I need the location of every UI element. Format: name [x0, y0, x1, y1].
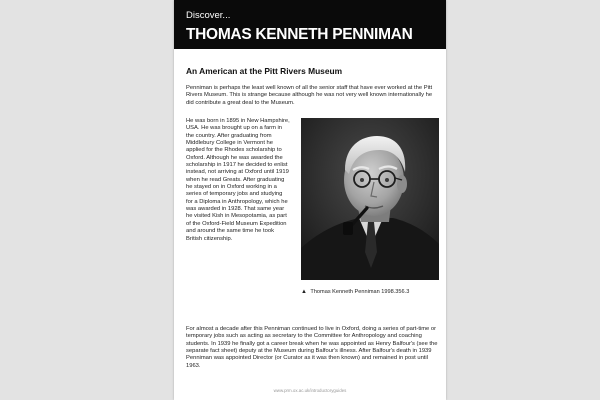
intro-paragraph: Penniman is perhaps the least well known of all the senior staff that have ever worked at the Pitt Rivers Museum. This is strange because although he was not very well known internationally he did contribute a great deal to the Museum. — [186, 85, 433, 106]
caption-text: Thomas Kenneth Penniman 1998.356.3 — [310, 289, 410, 295]
document-page — [174, 0, 446, 400]
career-paragraph: For almost a decade after this Penniman continued to live in Oxford, doing a series of part-time or temporary jobs such as acting as secretary to the Committee for Anthropology and coaching students. In 1939 he finally got a career break when he was appointed as Henry Balfour's (see the separate fact sheet) deputy at the Museum during Balfour's illness. After Balfour's death in 1939 Penniman was appointed Director (or Curator as it was then known) and remained in post until 1963. — [186, 326, 438, 369]
caption-triangle-icon: ▲ — [301, 289, 307, 295]
section-subtitle: An American at the Pitt Rivers Museum — [186, 66, 343, 76]
footer-url[interactable]: www.prm.ox.ac.uk/introductoryguides — [273, 388, 347, 393]
title-banner — [174, 0, 446, 49]
portrait-photo — [301, 118, 439, 280]
photo-caption — [301, 289, 441, 296]
page-title: THOMAS KENNETH PENNIMAN — [186, 26, 413, 43]
discover-label: Discover... — [186, 10, 231, 21]
biography-column: He was born in 1895 in New Hampshire, USA. He was brought up on a farm in the country. After graduating from Middlebury College in Vermont he applied for the Rhodes scholarship to Oxford. Although he was awarded the scholarship in 1917 he decided to enlist instead, not arriving at Oxford until 1919 when he read Greats. After graduating he stayed on in Oxford working in a series of temporary jobs and studying for a Diploma in Anthropology, which he was awarded in 1928. That same year he visited Kish in Mesopotamia, as part of the Oxford-Field Museum Expedition and around the same time he took British citizenship. — [186, 118, 290, 242]
